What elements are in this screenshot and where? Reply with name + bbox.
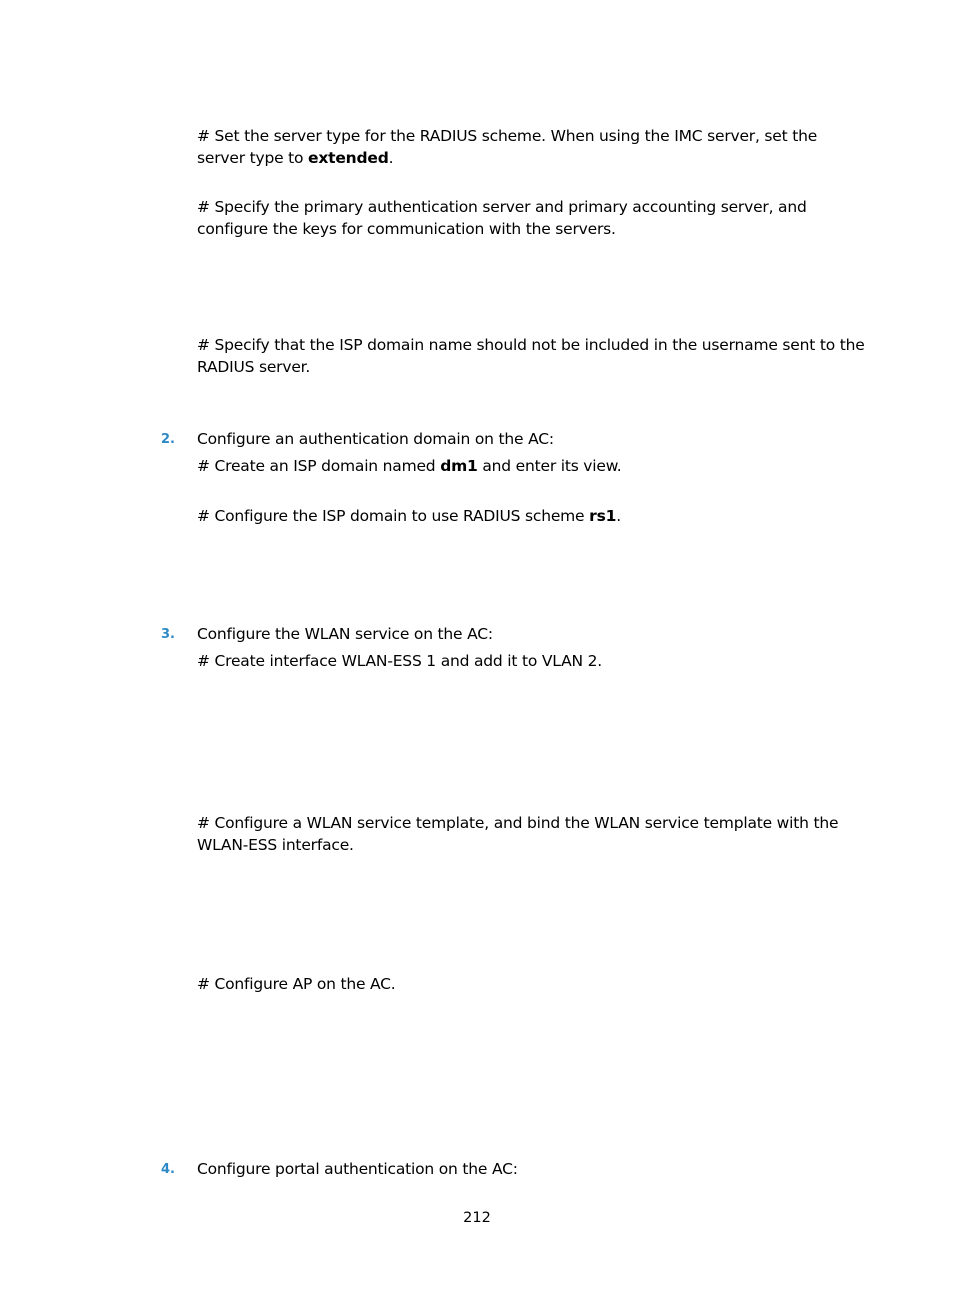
server-type-keyword: extended [308,148,389,167]
create-isp-domain-suffix: and enter its view. [477,457,622,475]
page-number: 212 [463,1210,491,1226]
step-2-title: Configure an authentication domain on the AC: [197,430,554,448]
isp-domain-name-paragraph: # Specify that the ISP domain name should not be included in the username sent to the RADIUS server. [197,336,865,376]
server-type-period: . [388,148,394,167]
domain-name-keyword: dm1 [440,457,478,475]
wlan-service-template-paragraph: # Configure a WLAN service template, and bind the WLAN service template with the WLAN-ESS interface. [197,814,839,854]
step-4-number: 4. [161,1162,175,1177]
step-3-title: Configure the WLAN service on the AC: [197,625,493,643]
radius-scheme-keyword: rs1 [589,507,617,525]
server-type-text: # Set the server type for the RADIUS scheme. When using the IMC server, set the server type to [197,127,818,167]
create-wlan-ess-paragraph: # Create interface WLAN-ESS 1 and add it to VLAN 2. [197,652,602,670]
step-3-number: 3. [161,627,175,642]
step-4-title: Configure portal authentication on the AC: [197,1160,518,1178]
create-isp-domain-text: # Create an ISP domain named [197,457,441,475]
configure-isp-domain-text: # Configure the ISP domain to use RADIUS scheme [197,507,590,525]
configure-ap-paragraph: # Configure AP on the AC. [197,975,396,993]
primary-server-paragraph: # Specify the primary authentication server and primary accounting server, and configure the keys for communication with the servers. [197,198,807,238]
step-2-number: 2. [161,432,175,447]
create-isp-domain-paragraph [197,456,869,478]
configure-isp-domain-paragraph [197,506,869,528]
server-type-paragraph [197,126,869,169]
configure-isp-domain-period: . [616,507,621,525]
